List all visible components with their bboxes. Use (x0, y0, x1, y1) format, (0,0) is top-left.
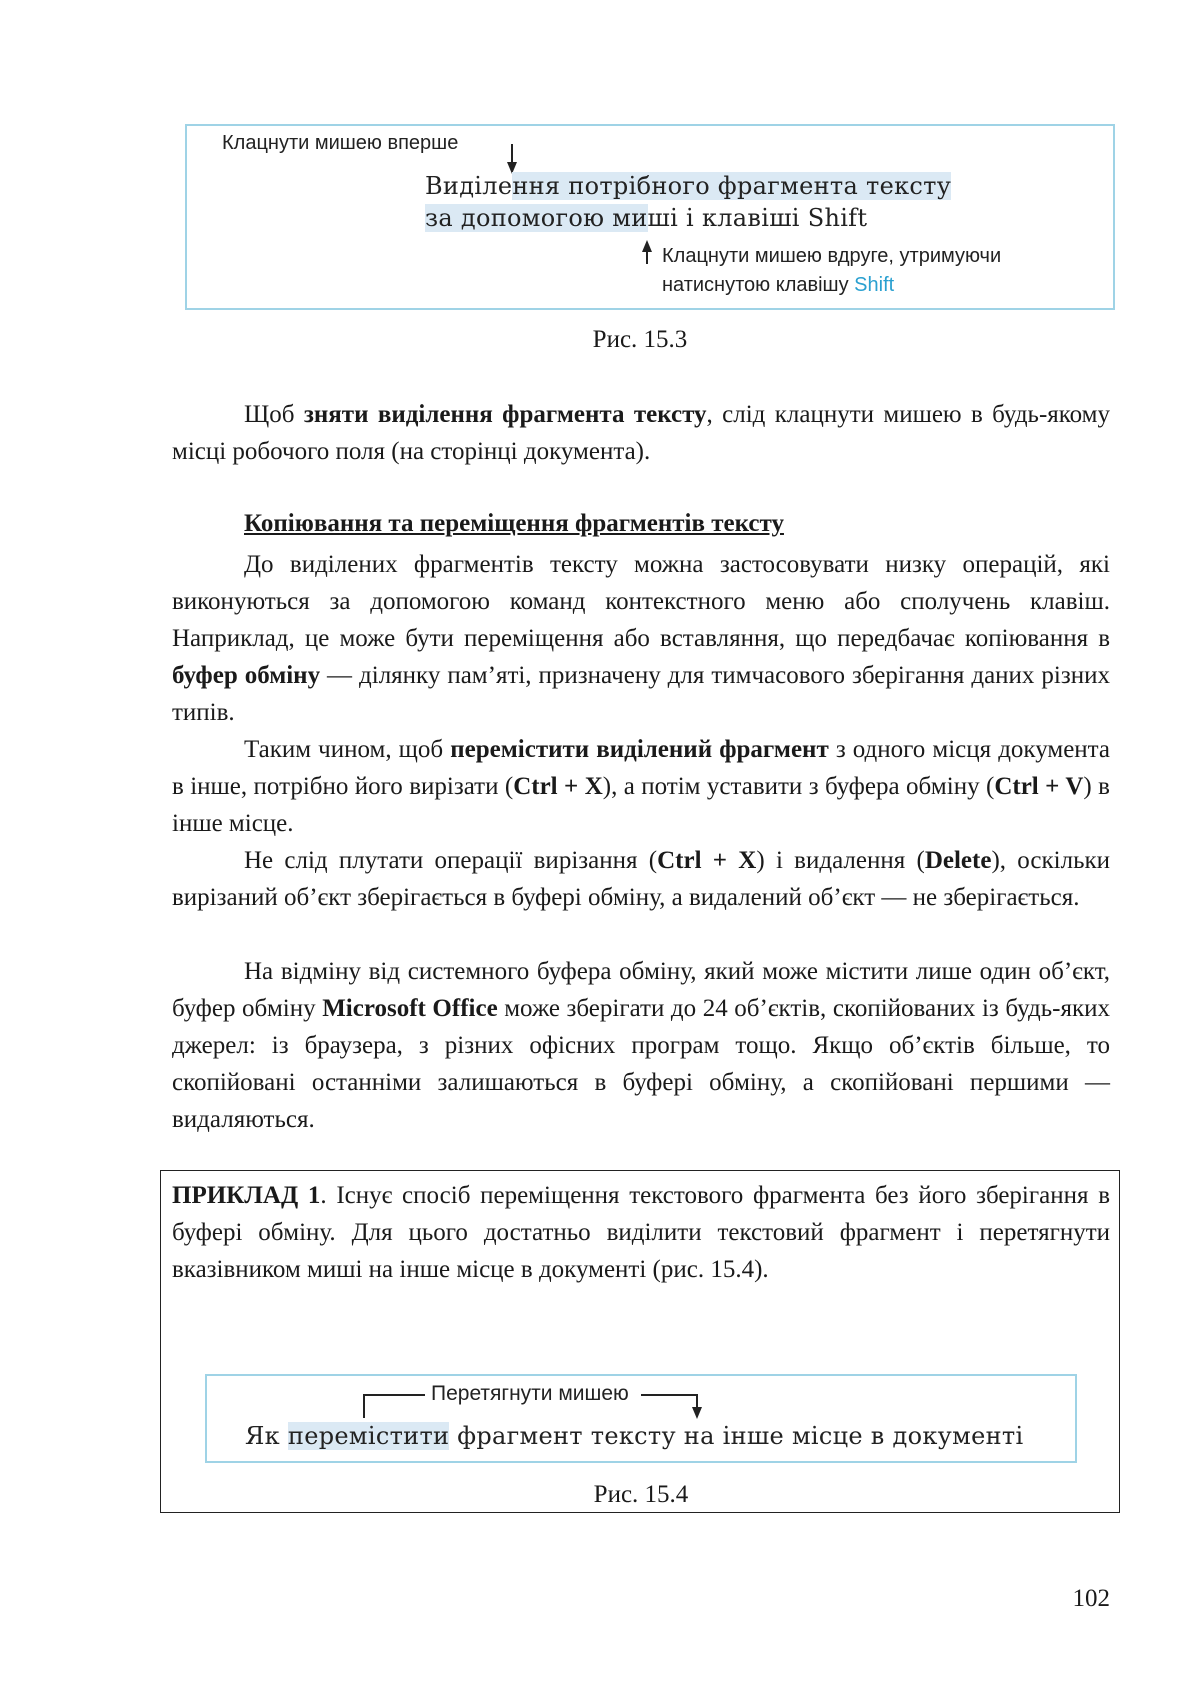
section-heading: Копіювання та переміщення фрагментів тексту (244, 510, 784, 537)
text: Не слід плутати операції вирізання ( (244, 847, 658, 874)
text: ), оскільки вирізаний об’єкт зберігається в буфері обміну, а видалений об’єкт — не зберігається. (172, 847, 1110, 911)
second-click-label-line-1: Клацнути мишею вдруге, утримуючи (662, 245, 1002, 267)
text: може зберігати до 24 об’єктів, скопійованих із будь-яких джерел: із браузера, з різних офісних програм тощо. Якщо об’єктів більше, то скопійовані останніми залишаються в буфері обміну, а скопійовані першими — видаляються. (172, 995, 1110, 1133)
unselected-segment: ші і клавіші Shift (647, 204, 868, 232)
text: фрагмент тексту на інше місце в документі (449, 1422, 1024, 1450)
text: Як (245, 1422, 288, 1450)
bold-term: перемістити виділений фрагмент (450, 736, 829, 763)
second-click-label-text: натиснутою клавішу (662, 274, 855, 296)
bold-term: буфер обміну (172, 662, 321, 689)
text: ), а потім уставити з буфера обміну ( (602, 773, 995, 800)
paragraph-deselect (172, 396, 1110, 470)
text: Таким чином, щоб (244, 736, 451, 763)
shortcut-cut: Ctrl + X (657, 847, 757, 874)
shortcut-paste: Ctrl + V (994, 773, 1084, 800)
text: На відміну від системного буфера обміну, який може містити лише один об’єкт, буфер обміну (172, 958, 1110, 1022)
figure-text-line-1 (425, 172, 951, 200)
second-click-label-line-2 (662, 274, 894, 297)
drag-label: Перетягнути мишею (431, 1382, 629, 1405)
text: До виділених фрагментів тексту можна застосовувати низку операцій, які виконуються за допомогою команд контекстного меню або сполучень клавіш. Наприклад, це може бути переміщення або вставляння, що передбачає копіювання в (172, 551, 1110, 652)
text: ) в інше місце. (172, 773, 1110, 837)
page-number: 102 (1072, 1585, 1110, 1612)
paragraph-cut-vs-delete (172, 842, 1110, 916)
figure-15-4-text (245, 1422, 1023, 1450)
example-label: ПРИКЛАД 1 (172, 1182, 321, 1209)
paragraph-move (172, 731, 1110, 842)
drag-bracket-left (363, 1394, 365, 1418)
shift-key-label: Shift (854, 274, 895, 296)
drag-arrow-head (692, 1407, 702, 1419)
paragraph-office-clipboard (172, 953, 1110, 1138)
text: — ділянку пам’яті, призначену для тимчасового зберігання даних різних типів. (172, 662, 1110, 726)
text: , слід клацнути мишею в будь-якому місці робочого поля (на сторінці документа). (172, 401, 1110, 465)
figure-15-4 (205, 1374, 1077, 1463)
bold-term: зняти виділення фрагмента тексту (303, 401, 707, 428)
figure-15-4-caption: Рис. 15.4 (593, 1481, 689, 1508)
bold-term: Microsoft Office (322, 995, 498, 1022)
drag-bracket-top-right (641, 1394, 697, 1396)
figure-15-3 (185, 124, 1115, 310)
paragraph-operations (172, 546, 1110, 731)
second-click-arrow-line (646, 248, 648, 264)
example-box (160, 1170, 1120, 1513)
text: . Існує спосіб переміщення текстового фрагмента без його зберігання в буфері обміну. Для цього достатньо виділити текстовий фрагмент і перетягнути вказівником миші на інше місце в документі (рис. 15.4). (172, 1182, 1110, 1283)
text: Щоб (244, 401, 304, 428)
text: з одного місця документа в інше, потрібно його вирізати ( (172, 736, 1110, 800)
key-delete: Delete (924, 847, 992, 874)
selected-segment: ння потрібного фрагмента тексту (512, 172, 952, 200)
figure-15-3-caption: Рис. 15.3 (592, 326, 688, 353)
figure-text-line-2 (425, 204, 867, 232)
drag-bracket-top-left (363, 1394, 425, 1396)
unselected-segment: Виділе (425, 172, 513, 200)
selected-segment: за допомогою ми (425, 204, 648, 232)
first-click-label: Клацнути мишею вперше (222, 132, 459, 154)
text: ) і видалення ( (756, 847, 925, 874)
example-text (172, 1177, 1110, 1288)
selected-segment: перемістити (287, 1422, 450, 1450)
shortcut-cut: Ctrl + X (513, 773, 603, 800)
